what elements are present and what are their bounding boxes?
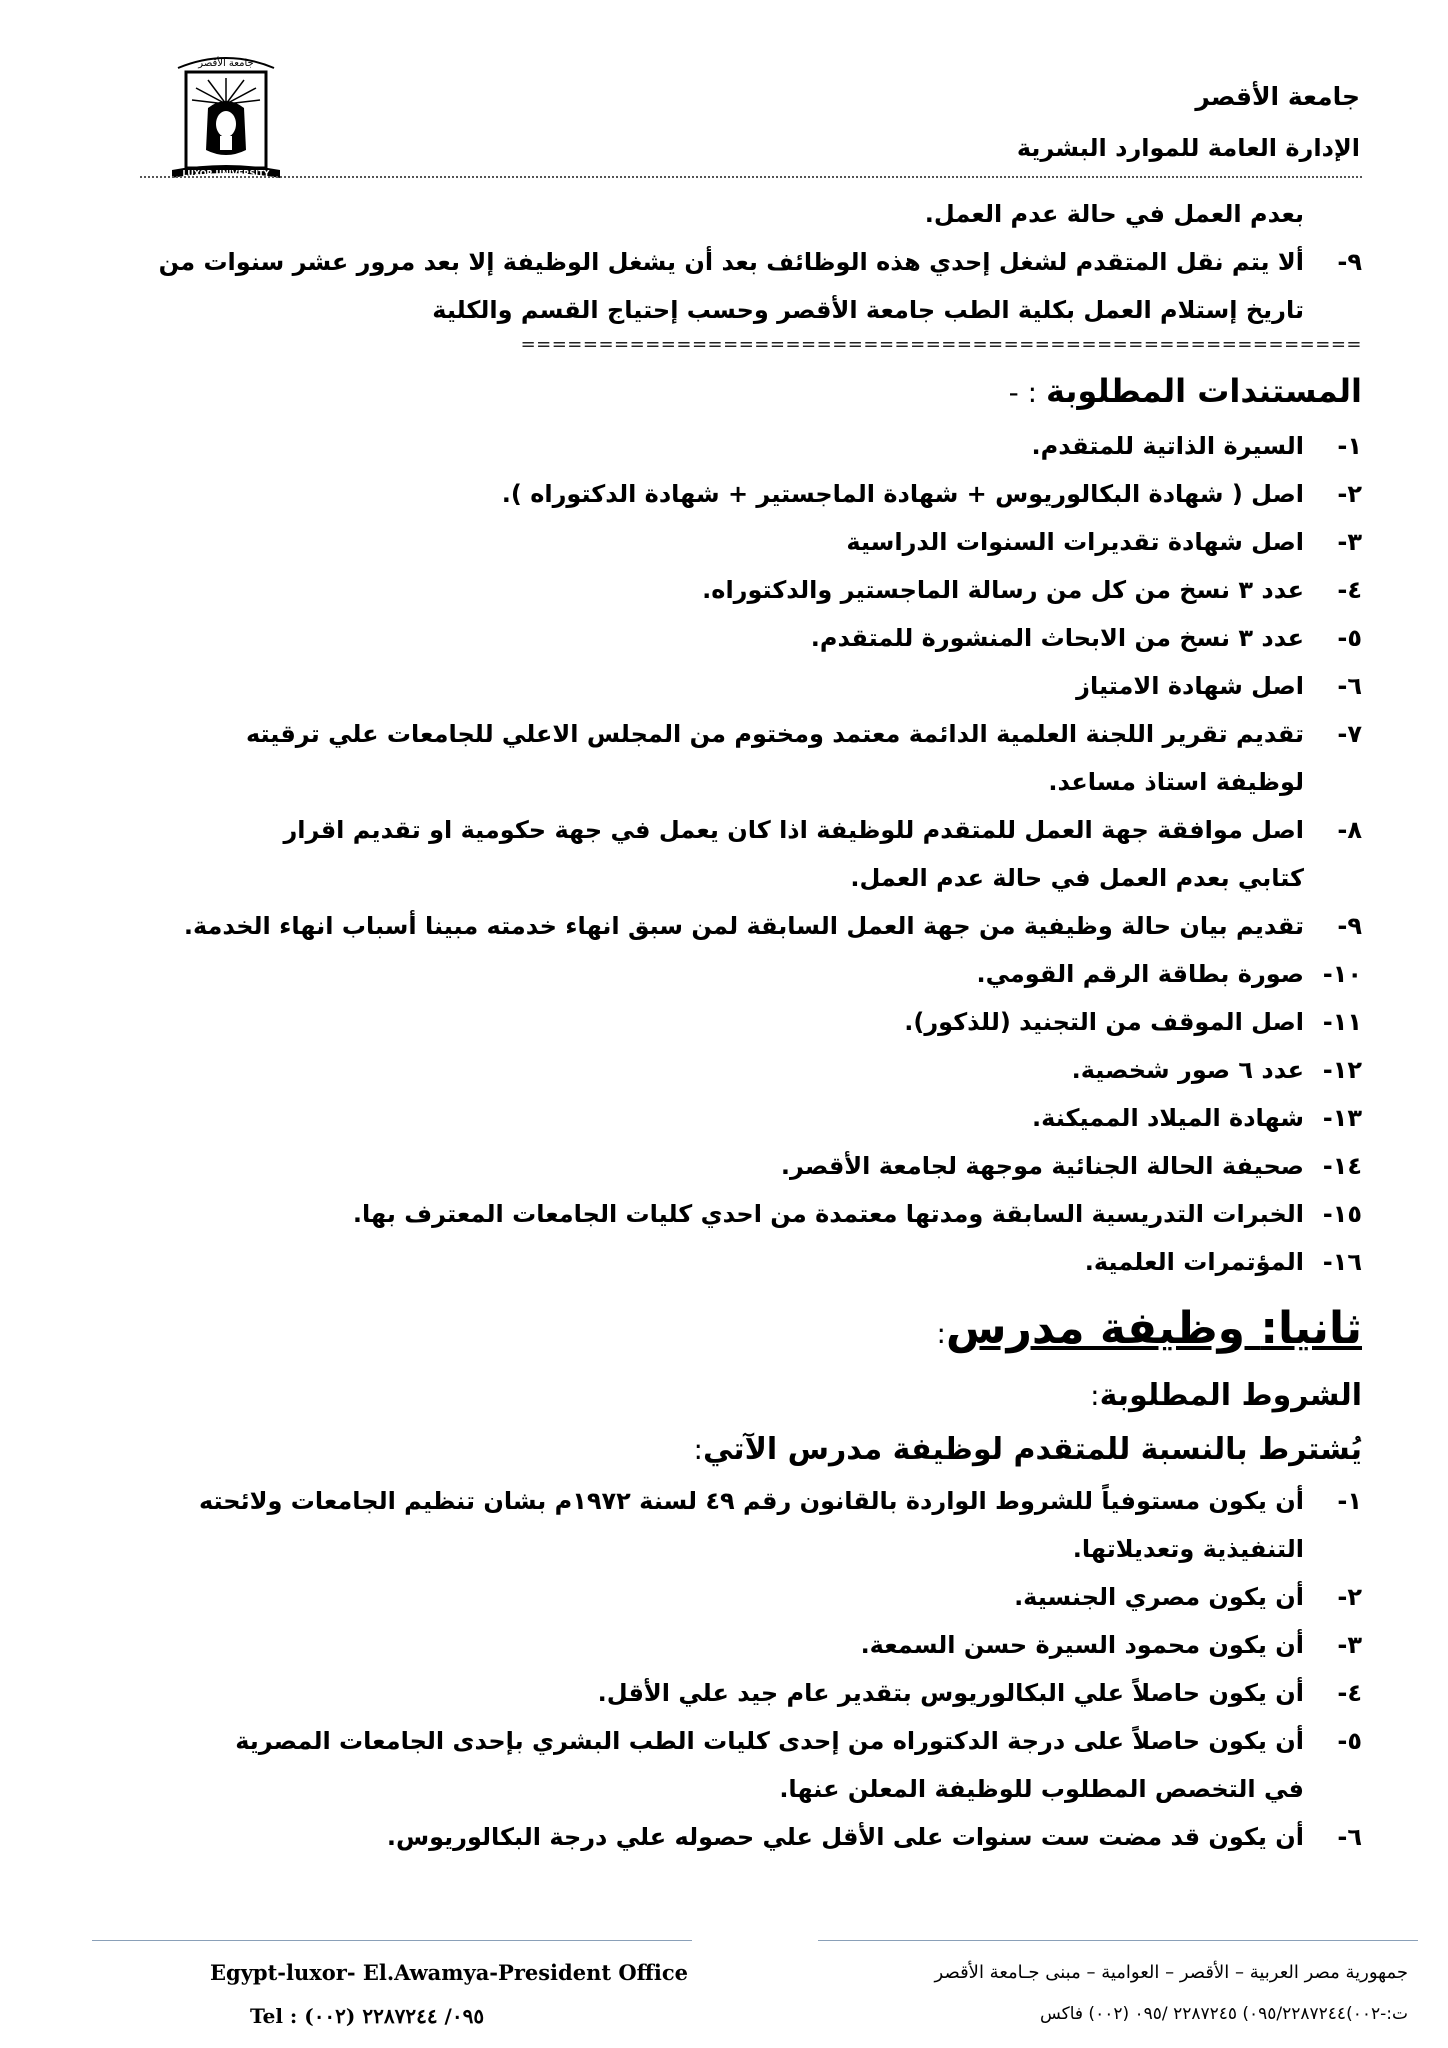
item-number: ٣-: [1337, 528, 1362, 556]
requirement-heading: [104, 1423, 1362, 1477]
footer-tel-en: Tel : (٠٠٢) ٠٩٥/ ٢٢٨٧٢٤٤: [250, 2004, 485, 2028]
lecturer-conditions-list: [104, 1477, 1362, 1861]
item-text: أن يكون حاصلاً على درجة الدكتوراه من إحدى كليات الطب البشري بإحدى الجامعات المصرية: [235, 1727, 1304, 1755]
list-item: [104, 1046, 1362, 1094]
item-number: ٩-: [1337, 912, 1362, 940]
footer-rule-right: [818, 1940, 1418, 1941]
documents-heading-suffix: : -: [1008, 376, 1046, 409]
item-continuation: لوظيفة استاذ مساعد.: [1048, 768, 1304, 796]
item-number: ١١-: [1322, 1008, 1362, 1036]
list-item: [104, 662, 1362, 710]
list-item: [104, 614, 1362, 662]
item-text: تقديم تقرير اللجنة العلمية الدائمة معتمد ومختوم من المجلس الاعلي للجامعات علي ترقيته: [245, 720, 1304, 748]
header-divider: [140, 176, 1362, 178]
item-text: أن يكون قد مضت ست سنوات على الأقل علي حصوله علي درجة البكالوريوس.: [386, 1823, 1304, 1851]
item-text: ألا يتم نقل المتقدم لشغل إحدي هذه الوظائف بعد أن يشغل الوظيفة إلا بعد مرور عشر سنوات من: [158, 248, 1304, 276]
svg-text:جامعة الأقصر: جامعة الأقصر: [198, 58, 254, 69]
conditions-heading-title: الشروط المطلوبة: [1099, 1378, 1362, 1413]
item-number: ٩-: [1337, 248, 1362, 276]
item-text: أن يكون مصري الجنسية.: [1014, 1583, 1304, 1611]
item-number: ٥-: [1337, 624, 1362, 652]
list-item: [104, 950, 1362, 998]
list-item: [104, 1190, 1362, 1238]
item-text: صورة بطاقة الرقم القومي.: [976, 960, 1304, 988]
item-text: أن يكون مستوفياً للشروط الواردة بالقانون رقم ٤٩ لسنة ١٩٧٢م بشان تنظيم الجامعات ولائحته: [198, 1487, 1304, 1515]
list-item: [104, 710, 1362, 758]
list-item: [104, 1621, 1362, 1669]
item-number: ٦-: [1337, 1823, 1362, 1851]
item-number: ١٣-: [1322, 1104, 1362, 1132]
header-department-name: الإدارة العامة للموارد البشرية: [1016, 134, 1360, 162]
item-number: ٥-: [1337, 1727, 1362, 1755]
list-item: [104, 238, 1362, 286]
item-number: ١-: [1337, 432, 1362, 460]
conditions-heading: [104, 1369, 1362, 1423]
item-text: عدد ٣ نسخ من كل من رسالة الماجستير والدكتوراه.: [702, 576, 1304, 604]
list-item: [104, 1477, 1362, 1525]
footer-address-ar: جمهورية مصر العربية – الأقصر – العوامية – مبنى جـامعة الأقصر: [934, 1962, 1408, 1983]
item-number: ١-: [1337, 1487, 1362, 1515]
item-number: ١٠-: [1322, 960, 1362, 988]
item-text: صحيفة الحالة الجنائية موجهة لجامعة الأقصر.: [780, 1152, 1304, 1180]
list-item: [104, 1142, 1362, 1190]
item-text: الخبرات التدريسية السابقة ومدتها معتمدة من احدي كليات الجامعات المعترف بها.: [352, 1200, 1304, 1228]
header-university-name: جامعة الأقصر: [1195, 82, 1360, 111]
item-number: ٤-: [1337, 576, 1362, 604]
item-continuation: تاريخ إستلام العمل بكلية الطب جامعة الأقصر وحسب إحتياج القسم والكلية: [432, 296, 1304, 324]
item-number: ١٢-: [1322, 1056, 1362, 1084]
item-text: اصل شهادة الامتياز: [1076, 672, 1304, 700]
item-number: ٣-: [1337, 1631, 1362, 1659]
item-text: اصل الموقف من التجنيد (للذكور).: [904, 1008, 1304, 1036]
item-number: ٢-: [1337, 480, 1362, 508]
documents-heading: [104, 364, 1362, 420]
list-item: [104, 806, 1362, 854]
lecturer-heading-title: وظيفة مدرس: [945, 1303, 1261, 1354]
document-body: [104, 190, 1362, 1861]
lecturer-heading-prefix: ثانيا:: [1260, 1303, 1362, 1354]
item-text: عدد ٣ نسخ من الابحاث المنشورة للمتقدم.: [810, 624, 1304, 652]
item-text: السيرة الذاتية للمتقدم.: [1031, 432, 1304, 460]
lecturer-heading: [104, 1294, 1362, 1369]
item-text: شهادة الميلاد المميكنة.: [1032, 1104, 1304, 1132]
item-continuation: في التخصص المطلوب للوظيفة المعلن عنها.: [779, 1775, 1304, 1803]
item-number: ٤-: [1337, 1679, 1362, 1707]
requirement-heading-colon: :: [693, 1433, 703, 1466]
svg-text:LUXOR UNIVERSITY: LUXOR UNIVERSITY: [182, 169, 270, 178]
list-item: [104, 1669, 1362, 1717]
list-item: [104, 1238, 1362, 1286]
footer-rule-left: [92, 1940, 692, 1941]
item-number: ٢-: [1337, 1583, 1362, 1611]
list-item: [104, 1573, 1362, 1621]
list-item: [104, 566, 1362, 614]
item-text: تقديم بيان حالة وظيفية من جهة العمل السابقة لمن سبق انهاء خدمته مبينا أسباب انهاء الخدمة.: [183, 912, 1304, 940]
list-item: [104, 1094, 1362, 1142]
item-text: اصل شهادة تقديرات السنوات الدراسية: [846, 528, 1304, 556]
university-logo: [168, 54, 284, 186]
list-item: [104, 902, 1362, 950]
requirement-heading-title: يُشترط بالنسبة للمتقدم لوظيفة مدرس الآتي: [702, 1432, 1362, 1467]
item-number: ٦-: [1337, 672, 1362, 700]
list-item: [104, 518, 1362, 566]
item-text: اصل ( شهادة البكالوريوس + شهادة الماجستير + شهادة الدكتوراه ).: [501, 480, 1304, 508]
item-number: ١٥-: [1322, 1200, 1362, 1228]
item-number: ٨-: [1337, 816, 1362, 844]
item-number: ١٦-: [1322, 1248, 1362, 1276]
documents-list: [104, 422, 1362, 1286]
list-item: [104, 470, 1362, 518]
conditions-heading-colon: :: [1090, 1379, 1100, 1412]
item-continuation: التنفيذية وتعديلاتها.: [1072, 1535, 1304, 1563]
item-text: أن يكون حاصلاً علي البكالوريوس بتقدير عام جيد علي الأقل.: [597, 1679, 1304, 1707]
list-item: [104, 998, 1362, 1046]
list-item: [104, 422, 1362, 470]
lecturer-heading-colon: :: [936, 1317, 946, 1350]
item-number: ١٤-: [1322, 1152, 1362, 1180]
section-separator: ======================================================: [520, 334, 1362, 355]
footer-address-en: Egypt-luxor- El.Awamya-President Office: [210, 1960, 689, 1985]
item-continuation: كتابي بعدم العمل في حالة عدم العمل.: [850, 864, 1304, 892]
item-text: المؤتمرات العلمية.: [1084, 1248, 1304, 1276]
item-number: ٧-: [1337, 720, 1362, 748]
item-text: أن يكون محمود السيرة حسن السمعة.: [860, 1631, 1304, 1659]
documents-heading-title: المستندات المطلوبة: [1045, 372, 1362, 410]
footer-tel-ar: ت:-٠٠٢)٠٩٥/٢٢٨٧٢٤٤) ٢٢٨٧٢٤٥ /٠٩٥ (٠٠٢) فاكس: [1039, 2004, 1408, 2024]
list-item: [104, 1813, 1362, 1861]
list-item: [104, 1717, 1362, 1765]
continuation-line: بعدم العمل في حالة عدم العمل.: [924, 200, 1304, 228]
item-text: اصل موافقة جهة العمل للمتقدم للوظيفة اذا كان يعمل في جهة حكومية او تقديم اقرار: [283, 816, 1304, 844]
item-text: عدد ٦ صور شخصية.: [1071, 1056, 1304, 1084]
